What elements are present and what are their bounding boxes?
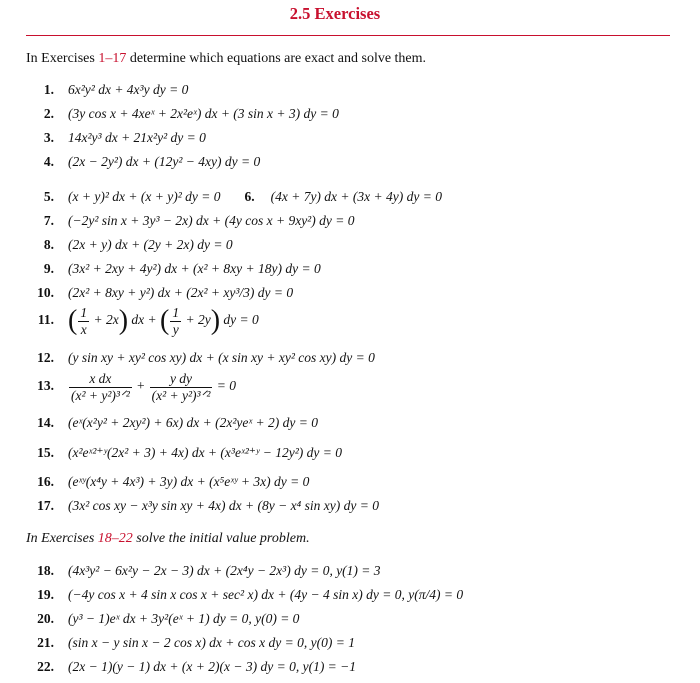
exercise-3: 3. 14x²y³ dx + 21x²y² dy = 0	[43, 130, 206, 145]
exercise-2: 2. (3y cos x + 4xeˣ + 2x²eˣ) dx + (3 sin x + 3) dy = 0	[43, 106, 339, 121]
exercise-9: 9. (3x² + 2xy + 4y²) dx + (x² + 8xy + 18y) dy = 0	[43, 261, 321, 276]
exercise-5-6: 5. (x + y)² dx + (x + y)² dy = 0 6. (4x + 7y) dx + (3x + 4y) dy = 0	[43, 189, 442, 204]
exercise-7: 7. (−2y² sin x + 3y³ − 2x) dx + (4y cos x + 9xy²) dy = 0	[43, 213, 355, 228]
intro-ivp-range: 18–22	[97, 531, 133, 546]
intro-exact	[26, 51, 426, 67]
exercise-22: 22. (2x − 1)(y − 1) dx + (x + 2)(x − 3) dy = 0, y(1) = −1	[37, 659, 357, 674]
fraction: $\frac{\text{y dy}}{\text{(x² + y²)³ᐟ²}}$	[151, 371, 211, 403]
exercise-4: 4. (2x − 2y²) dx + (12y² − 4xy) dy = 0	[43, 154, 261, 169]
intro-exact-post: determine which equations are exact and solve them.	[126, 51, 427, 66]
exercise-15: 15. (x²eˣ²⁺ʸ(2x² + 3) + 4x) dx + (x³eˣ²⁺ʸ − 12y²) dy = 0	[37, 445, 342, 460]
exercise-10: 10. (2x² + 8xy + y²) dx + (2x² + xy³/3) dy = 0	[37, 285, 294, 300]
exercise-13: 13. $\frac{\text{x dx}}{\text{(x² + y²)³ᐟ²}}$ + $\frac{\text{y dy}}{\text{(x² + y²)³ᐟ²}}$ = 0	[37, 371, 236, 403]
intro-exact-range: 1–17	[98, 51, 127, 66]
intro-exact-pre: In Exercises	[26, 51, 99, 66]
exercise-20: 20. (y³ − 1)eˣ dx + 3y²(eˣ + 1) dy = 0, y(0) = 0	[37, 611, 300, 626]
exercise-17: 17. (3x² cos xy − x³y sin xy + 4x) dx + (8y − x⁴ sin xy) dy = 0	[37, 498, 379, 513]
exercise-21: 21. (sin x − y sin x − 2 cos x) dx + cos x dy = 0, y(0) = 1	[37, 635, 355, 650]
exercise-12: 12. (y sin xy + xy² cos xy) dx + (x sin xy + xy² cos xy) dy = 0	[37, 350, 375, 365]
exercise-8: 8. (2x + y) dx + (2y + 2x) dy = 0	[43, 237, 233, 252]
exercise-18: 18. (4x³y² − 6x²y − 2x − 3) dx + (2x⁴y − 2x³) dy = 0, y(1) = 3	[37, 563, 381, 578]
exercise-11: 11. ( $\frac{1}{x}$ + 2x) dx + ( $\frac{1}{y}$ + 2y) dy = 0	[37, 305, 259, 337]
intro-ivp-pre: In Exercises	[26, 531, 98, 546]
fraction: $\frac{1}{x}$	[80, 305, 88, 337]
exercise-19: 19. (−4y cos x + 4 sin x cos x + sec² x) dx + (4y − 4 sin x) dy = 0, y(π/4) = 0	[37, 587, 464, 602]
fraction: $\frac{1}{y}$	[172, 305, 180, 337]
section-title: 2.5 Exercises	[289, 4, 381, 23]
intro-ivp-post: solve the initial value problem.	[132, 531, 310, 546]
intro-ivp	[26, 531, 310, 547]
exercise-16: 16. (eˣʸ(x⁴y + 4x³) + 3y) dx + (x⁵eˣʸ + 3x) dy = 0	[37, 474, 310, 489]
exercise-1: 1. 6x²y² dx + 4x³y dy = 0	[43, 82, 189, 97]
title-divider	[26, 35, 670, 36]
fraction: $\frac{\text{x dx}}{\text{(x² + y²)³ᐟ²}}$	[71, 371, 130, 403]
exercise-14: 14. (eˣ(x²y² + 2xy²) + 6x) dx + (2x²yeˣ + 2) dy = 0	[37, 415, 318, 430]
